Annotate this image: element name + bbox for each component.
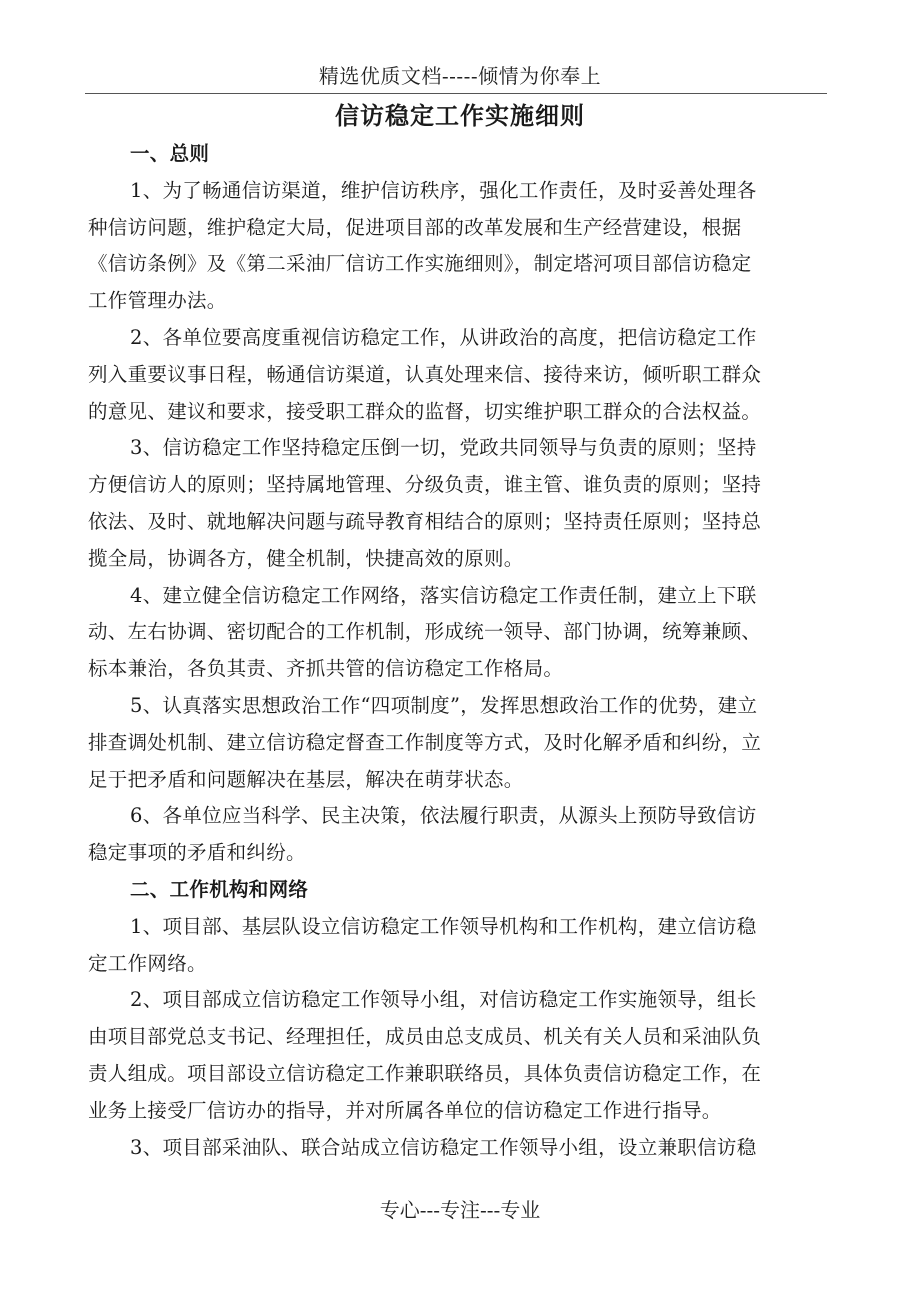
text-line: 的意见、建议和要求，接受职工群众的监督，切实维护职工群众的合法权益。: [88, 399, 762, 423]
page-header: 精选优质文档-----倾情为你奉上: [318, 64, 602, 88]
text-line: 2、各单位要高度重视信访稳定工作，从讲政治的高度，把信访稳定工作: [130, 325, 757, 349]
text-line: 依法、及时、就地解决问题与疏导教育相结合的原则；坚持责任原则；坚持总: [88, 509, 762, 533]
text-line: 《信访条例》及《第二采油厂信访工作实施细则》，制定塔河项目部信访稳定: [88, 252, 752, 276]
text-line: 方便信访人的原则；坚持属地管理、分级负责，谁主管、谁负责的原则；坚持: [88, 473, 762, 497]
text-line: 4、建立健全信访稳定工作网络，落实信访稳定工作责任制，建立上下联: [130, 583, 757, 607]
header-rule: [85, 93, 827, 94]
text-line: 列入重要议事日程，畅通信访渠道，认真处理来信、接待来访，倾听职工群众: [88, 362, 762, 386]
document-title: 信访稳定工作实施细则: [335, 101, 585, 130]
text-line: 3、信访稳定工作坚持稳定压倒一切，党政共同领导与负责的原则；坚持: [130, 436, 757, 460]
text-line: 排查调处机制、建立信访稳定督查工作制度等方式，及时化解矛盾和纠纷，立: [88, 730, 762, 754]
text-line: 工作管理办法。: [88, 289, 227, 313]
text-line: 由项目部党总支书记、经理担任，成员由总支成员、机关有关人员和采油队负: [88, 1025, 762, 1049]
section-heading: 二、工作机构和网络: [130, 877, 309, 901]
text-line: 2、项目部成立信访稳定工作领导小组，对信访稳定工作实施领导，组长: [130, 988, 757, 1012]
text-line: 3、项目部采油队、联合站成立信访稳定工作领导小组，设立兼职信访稳: [130, 1135, 757, 1159]
text-line: 足于把矛盾和问题解决在基层，解决在萌芽状态。: [88, 767, 524, 791]
text-line: 1、项目部、基层队设立信访稳定工作领导机构和工作机构，建立信访稳: [130, 914, 757, 938]
text-line: 标本兼治，各负其责、齐抓共管的信访稳定工作格局。: [88, 657, 564, 681]
text-line: 责人组成。项目部设立信访稳定工作兼职联络员，具体负责信访稳定工作，在: [88, 1061, 762, 1085]
text-line: 1、为了畅通信访渠道，维护信访秩序，强化工作责任，及时妥善处理各: [130, 178, 757, 202]
document-body: [88, 136, 826, 1166]
section-heading: 一、总则: [130, 142, 210, 165]
page-footer: 专心---专注---专业: [379, 1198, 541, 1222]
text-line: 定工作网络。: [88, 951, 207, 975]
text-line: 5、认真落实思想政治工作“四项制度”，发挥思想政治工作的优势，建立: [130, 693, 758, 717]
text-line: 揽全局，协调各方，健全机制，快捷高效的原则。: [88, 546, 524, 570]
text-line: 动、左右协调、密切配合的工作机制，形成统一领导、部门协调，统筹兼顾、: [88, 620, 762, 644]
text-line: 稳定事项的矛盾和纠纷。: [88, 841, 306, 865]
text-line: 种信访问题，维护稳定大局，促进项目部的改革发展和生产经营建设，根据: [88, 215, 742, 239]
text-line: 业务上接受厂信访办的指导，并对所属各单位的信访稳定工作进行指导。: [88, 1098, 722, 1122]
text-line: 6、各单位应当科学、民主决策，依法履行职责，从源头上预防导致信访: [130, 804, 757, 828]
